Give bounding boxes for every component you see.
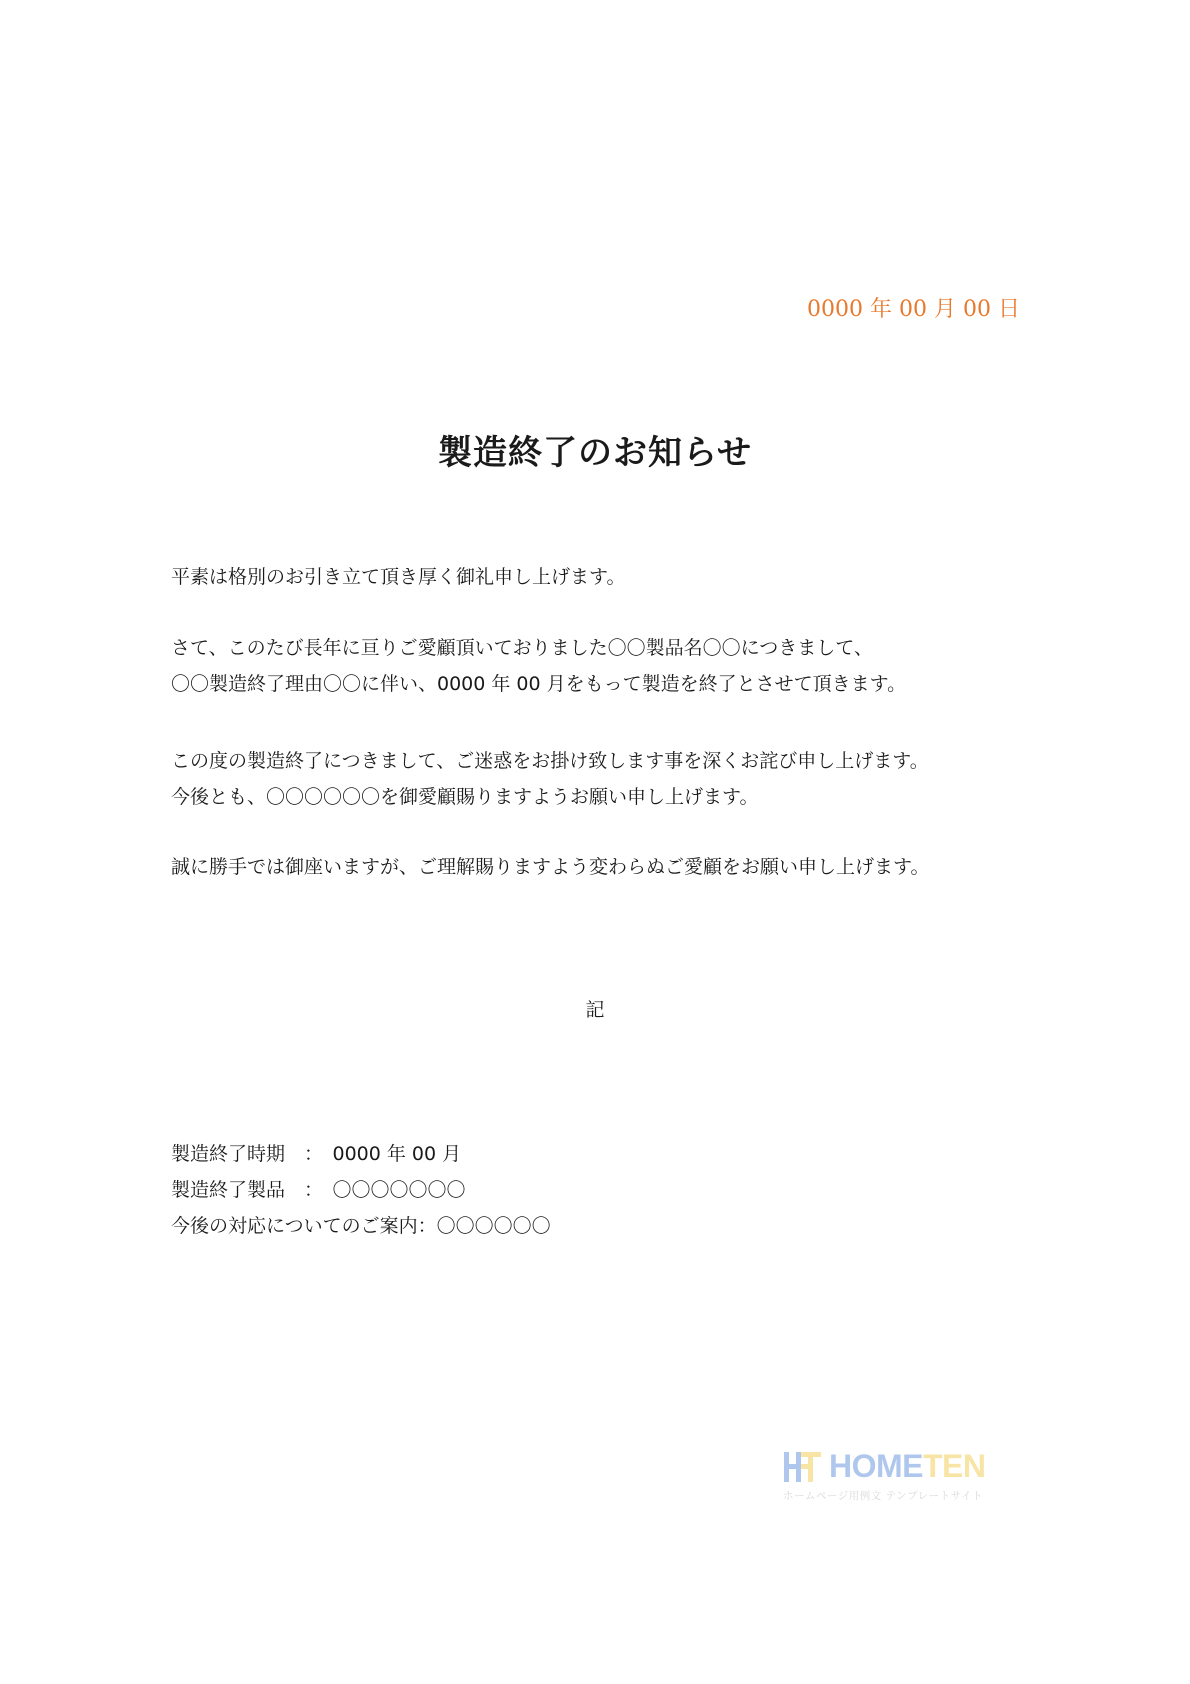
hometen-logo (783, 1448, 1008, 1503)
document-title: 製造終了のお知らせ (438, 433, 752, 473)
paragraph-line: 〇〇製造終了理由〇〇に伴い、0000 年 00 月をもって製造を終了とさせて頂きます。 (171, 673, 907, 695)
paragraph-line: 平素は格別のお引き立て頂き厚く御礼申し上げます。 (171, 566, 626, 588)
announcement-paragraph (171, 630, 1031, 702)
apology-paragraph (171, 743, 1031, 815)
detail-guidance: 今後の対応についてのご案内：〇〇〇〇〇〇 (171, 1215, 551, 1237)
ki-heading: 記 (585, 999, 605, 1021)
logo-word-ten: TEN (923, 1448, 986, 1484)
paragraph-line: さて、このたび長年に亘りご愛顧頂いておりました〇〇製品名〇〇につきまして、 (171, 637, 873, 659)
details-list (171, 1136, 551, 1244)
detail-end-product: 製造終了製品 ： 〇〇〇〇〇〇〇 (171, 1179, 466, 1201)
greeting-paragraph (171, 559, 1031, 595)
paragraph-line: 誠に勝手では御座いますが、ご理解賜りますよう変わらぬご愛顧をお願い申し上げます。 (171, 856, 930, 878)
document-date: 0000 年 00 月 00 日 (807, 297, 1020, 322)
logo-word-home: HOME (829, 1448, 923, 1484)
detail-end-date: 製造終了時期 ： 0000 年 00 月 (171, 1143, 462, 1165)
paragraph-line: 今後とも、〇〇〇〇〇〇を御愛顧賜りますようお願い申し上げます。 (171, 786, 759, 808)
paragraph-line: この度の製造終了につきまして、ご迷惑をお掛け致します事を深くお詫び申し上げます。 (171, 750, 929, 772)
closing-paragraph (171, 849, 1031, 885)
logo-tagline: ホームページ用例文 テンプレートサイト (783, 1490, 983, 1502)
hometen-logo-icon (783, 1450, 823, 1484)
